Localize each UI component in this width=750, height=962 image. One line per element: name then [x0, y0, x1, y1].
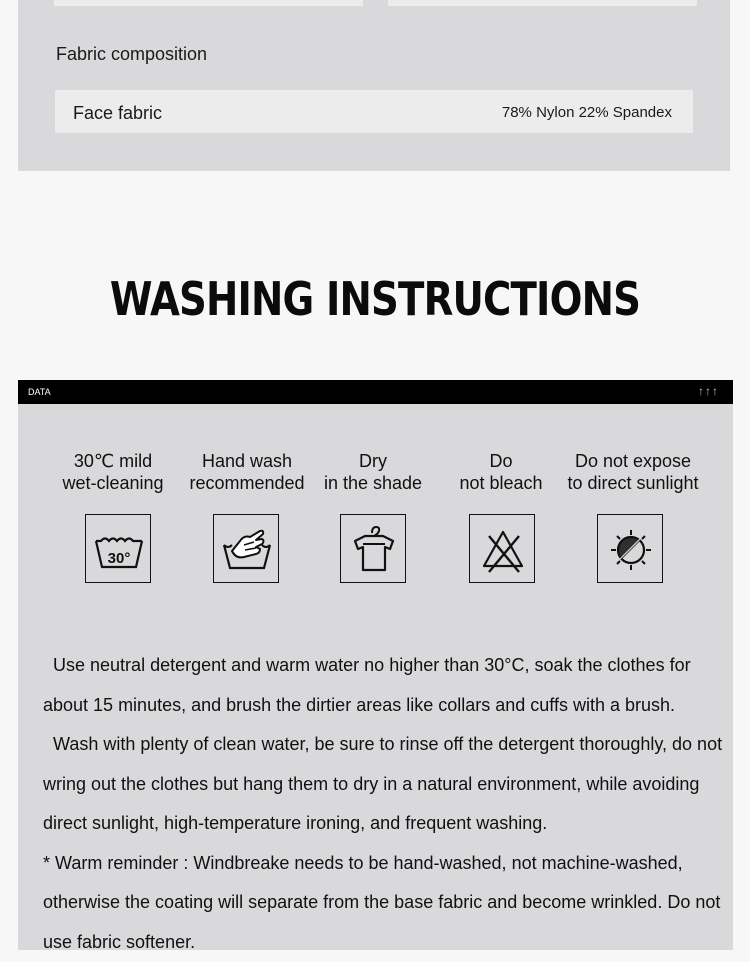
- washing-instructions-text: [43, 646, 723, 962]
- care-label-line: Do not expose: [548, 450, 718, 472]
- instruction-paragraph: Wash with plenty of clean water, be sure to rinse off the detergent thoroughly, do not wring out the clothes but hang them to dry in a natural environment, while avoiding direct sunlight, high-temperature ironing, and frequent washing.: [43, 725, 723, 844]
- fabric-heading: Fabric composition: [56, 44, 207, 65]
- care-label-line: wet-cleaning: [38, 472, 188, 494]
- care-label-line: not bleach: [426, 472, 576, 494]
- warm-reminder: * Warm reminder : Windbreake needs to be hand-washed, not machine-washed, otherwise the coating will separate from the base fabric and become wrinkled. Do not use fabric softener.: [43, 844, 723, 962]
- arrow-up-icon: ↑↑↑: [698, 384, 719, 398]
- care-label-sunlight: [548, 450, 718, 494]
- section-title: WASHING INSTRUCTIONS: [60, 272, 690, 326]
- fabric-row: [55, 90, 693, 133]
- hand-wash-icon: [213, 514, 279, 583]
- care-label-line: recommended: [172, 472, 322, 494]
- care-label-line: Do: [426, 450, 576, 472]
- care-label-line: to direct sunlight: [548, 472, 718, 494]
- care-label-line: Hand wash: [172, 450, 322, 472]
- fabric-row-value: 78% Nylon 22% Spandex: [502, 104, 672, 121]
- dry-in-shade-icon: [340, 514, 406, 583]
- care-label-line: Dry: [298, 450, 448, 472]
- no-bleach-icon: [469, 514, 535, 583]
- fabric-row-label: Face fabric: [73, 103, 162, 124]
- no-sunlight-icon: [597, 514, 663, 583]
- wash-30-icon: [85, 514, 151, 583]
- fabric-composition-panel: [18, 0, 730, 171]
- care-label-wash: [38, 450, 188, 494]
- care-label-line: in the shade: [298, 472, 448, 494]
- washing-panel: [18, 380, 733, 950]
- header-tag: DATA: [28, 387, 51, 397]
- top-bar-right: [388, 0, 697, 6]
- washing-panel-header: [18, 380, 733, 404]
- instruction-paragraph: Use neutral detergent and warm water no higher than 30°C, soak the clothes for about 15 minutes, and brush the dirtier areas like collars and cuffs with a brush.: [43, 646, 723, 725]
- care-label-line: 30℃ mild: [38, 450, 188, 472]
- wash-temp-label: 30°: [108, 550, 131, 567]
- top-bar-left: [54, 0, 363, 6]
